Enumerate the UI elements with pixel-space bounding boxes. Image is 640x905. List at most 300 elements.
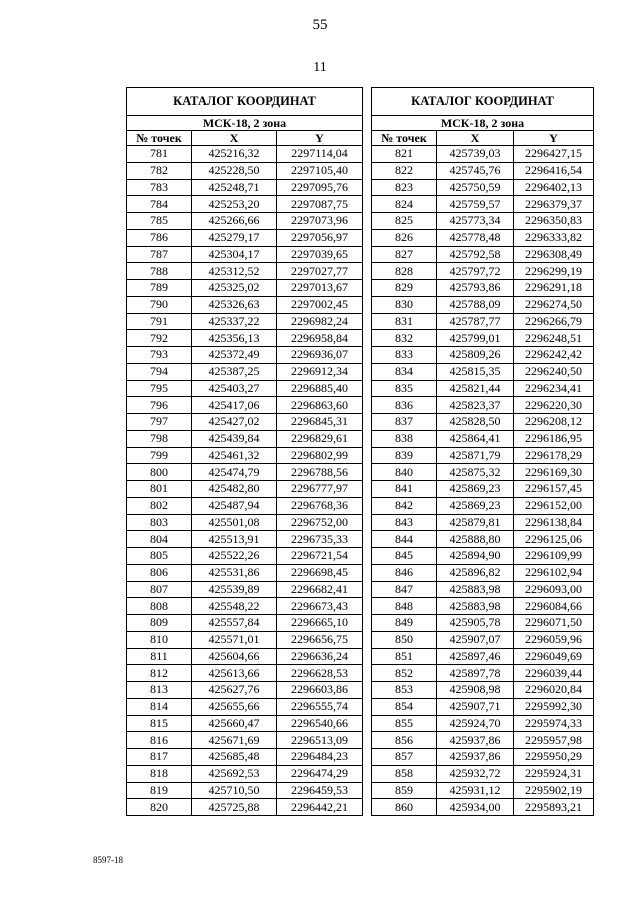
- x-coordinate-cell: 425871,79: [437, 447, 514, 464]
- y-coordinate-cell: 2296802,99: [277, 447, 363, 464]
- y-coordinate-cell: 2296109,99: [514, 548, 594, 565]
- page-number: 55: [312, 17, 328, 33]
- point-number-cell: 832: [372, 330, 437, 347]
- table-row: [372, 447, 594, 464]
- point-number-cell: 851: [372, 648, 437, 665]
- table-row: [127, 146, 363, 163]
- table-row: [127, 162, 363, 179]
- point-number-cell: 838: [372, 430, 437, 447]
- point-number-cell: 789: [127, 280, 192, 297]
- table-row: [372, 464, 594, 481]
- x-coordinate-cell: 425864,41: [437, 430, 514, 447]
- table-row: [127, 196, 363, 213]
- x-coordinate-cell: 425439,84: [192, 430, 277, 447]
- y-coordinate-cell: 2296673,43: [277, 598, 363, 615]
- point-number-cell: 829: [372, 280, 437, 297]
- table-row: [127, 698, 363, 715]
- y-coordinate-cell: 2296350,83: [514, 213, 594, 230]
- column-header-point-number: № точек: [127, 131, 192, 146]
- coordinate-catalog-table-left: [126, 87, 363, 816]
- point-number-cell: 849: [372, 615, 437, 632]
- table-row: [372, 715, 594, 732]
- x-coordinate-cell: 425888,80: [437, 531, 514, 548]
- point-number-cell: 850: [372, 631, 437, 648]
- y-coordinate-cell: 2296665,10: [277, 615, 363, 632]
- table-row: [372, 648, 594, 665]
- table-row: [372, 481, 594, 498]
- point-number-cell: 787: [127, 246, 192, 263]
- x-coordinate-cell: 425501,08: [192, 514, 277, 531]
- table-row: [372, 782, 594, 799]
- x-coordinate-cell: 425739,03: [437, 146, 514, 163]
- y-coordinate-cell: 2296936,07: [277, 347, 363, 364]
- y-coordinate-cell: 2297002,45: [277, 296, 363, 313]
- point-number-cell: 813: [127, 682, 192, 699]
- x-coordinate-cell: 425931,12: [437, 782, 514, 799]
- table-row: [127, 715, 363, 732]
- table-row: [372, 564, 594, 581]
- y-coordinate-cell: 2296299,19: [514, 263, 594, 280]
- y-coordinate-cell: 2296768,36: [277, 497, 363, 514]
- y-coordinate-cell: 2296178,29: [514, 447, 594, 464]
- x-coordinate-cell: 425828,50: [437, 414, 514, 431]
- point-number-cell: 820: [127, 799, 192, 816]
- table-row: [127, 397, 363, 414]
- y-coordinate-cell: 2296636,24: [277, 648, 363, 665]
- y-coordinate-cell: 2296084,66: [514, 598, 594, 615]
- point-number-cell: 854: [372, 698, 437, 715]
- y-coordinate-cell: 2296484,23: [277, 749, 363, 766]
- point-number-cell: 791: [127, 313, 192, 330]
- table-row: [372, 414, 594, 431]
- y-coordinate-cell: 2296958,84: [277, 330, 363, 347]
- point-number-cell: 782: [127, 162, 192, 179]
- point-number-cell: 844: [372, 531, 437, 548]
- table-row: [127, 347, 363, 364]
- point-number-cell: 784: [127, 196, 192, 213]
- y-coordinate-cell: 2296138,84: [514, 514, 594, 531]
- table-row: [127, 782, 363, 799]
- x-coordinate-cell: 425894,90: [437, 548, 514, 565]
- point-number-cell: 853: [372, 682, 437, 699]
- table-row: [372, 313, 594, 330]
- y-coordinate-cell: 2295924,31: [514, 765, 594, 782]
- point-number-cell: 794: [127, 363, 192, 380]
- point-number-cell: 818: [127, 765, 192, 782]
- table-row: [127, 380, 363, 397]
- y-coordinate-cell: 2296459,53: [277, 782, 363, 799]
- coordinate-catalog-table-right: [371, 87, 594, 816]
- x-coordinate-cell: 425671,69: [192, 732, 277, 749]
- point-number-cell: 810: [127, 631, 192, 648]
- table-row: [127, 514, 363, 531]
- point-number-cell: 825: [372, 213, 437, 230]
- y-coordinate-cell: 2296248,51: [514, 330, 594, 347]
- point-number-cell: 800: [127, 464, 192, 481]
- y-coordinate-cell: 2296125,06: [514, 531, 594, 548]
- x-coordinate-cell: 425809,26: [437, 347, 514, 364]
- x-coordinate-cell: 425655,66: [192, 698, 277, 715]
- point-number-cell: 847: [372, 581, 437, 598]
- point-number-cell: 835: [372, 380, 437, 397]
- table-row: [127, 464, 363, 481]
- y-coordinate-cell: 2296735,33: [277, 531, 363, 548]
- x-coordinate-cell: 425745,76: [437, 162, 514, 179]
- y-coordinate-cell: 2295992,30: [514, 698, 594, 715]
- x-coordinate-cell: 425604,66: [192, 648, 277, 665]
- x-coordinate-cell: 425934,00: [437, 799, 514, 816]
- table-row: [372, 581, 594, 598]
- column-header-y: Y: [514, 131, 594, 146]
- y-coordinate-cell: 2296093,00: [514, 581, 594, 598]
- table-row: [372, 698, 594, 715]
- table-row: [127, 631, 363, 648]
- table-row: [372, 665, 594, 682]
- x-coordinate-cell: 425937,86: [437, 732, 514, 749]
- table-row: [372, 765, 594, 782]
- x-coordinate-cell: 425799,01: [437, 330, 514, 347]
- y-coordinate-cell: 2296039,44: [514, 665, 594, 682]
- point-number-cell: 839: [372, 447, 437, 464]
- point-number-cell: 816: [127, 732, 192, 749]
- y-coordinate-cell: 2296752,00: [277, 514, 363, 531]
- point-number-cell: 841: [372, 481, 437, 498]
- point-number-cell: 792: [127, 330, 192, 347]
- table-row: [127, 330, 363, 347]
- x-coordinate-cell: 425522,26: [192, 548, 277, 565]
- x-coordinate-cell: 425312,52: [192, 263, 277, 280]
- x-coordinate-cell: 425905,78: [437, 615, 514, 632]
- y-coordinate-cell: 2296208,12: [514, 414, 594, 431]
- y-coordinate-cell: 2296829,61: [277, 430, 363, 447]
- point-number-cell: 843: [372, 514, 437, 531]
- x-coordinate-cell: 425875,32: [437, 464, 514, 481]
- point-number-cell: 828: [372, 263, 437, 280]
- y-coordinate-cell: 2296656,75: [277, 631, 363, 648]
- table-row: [127, 447, 363, 464]
- table-row: [127, 280, 363, 297]
- table-row: [372, 229, 594, 246]
- point-number-cell: 824: [372, 196, 437, 213]
- table-row: [372, 615, 594, 632]
- table-row: [372, 196, 594, 213]
- y-coordinate-cell: 2297114,04: [277, 146, 363, 163]
- point-number-cell: 822: [372, 162, 437, 179]
- point-number-cell: 809: [127, 615, 192, 632]
- x-coordinate-cell: 425253,20: [192, 196, 277, 213]
- x-coordinate-cell: 425266,66: [192, 213, 277, 230]
- table-row: [127, 296, 363, 313]
- y-coordinate-cell: 2296071,50: [514, 615, 594, 632]
- y-coordinate-cell: 2296721,54: [277, 548, 363, 565]
- x-coordinate-cell: 425337,22: [192, 313, 277, 330]
- x-coordinate-cell: 425692,53: [192, 765, 277, 782]
- point-number-cell: 817: [127, 749, 192, 766]
- x-coordinate-cell: 425531,86: [192, 564, 277, 581]
- table-row: [372, 682, 594, 699]
- point-number-cell: 802: [127, 497, 192, 514]
- point-number-cell: 812: [127, 665, 192, 682]
- sub-page-number: 11: [313, 60, 327, 75]
- y-coordinate-cell: 2296157,45: [514, 481, 594, 498]
- table-row: [372, 263, 594, 280]
- x-coordinate-cell: 425513,91: [192, 531, 277, 548]
- point-number-cell: 801: [127, 481, 192, 498]
- point-number-cell: 842: [372, 497, 437, 514]
- y-coordinate-cell: 2296982,24: [277, 313, 363, 330]
- y-coordinate-cell: 2296266,79: [514, 313, 594, 330]
- x-coordinate-cell: 425356,13: [192, 330, 277, 347]
- x-coordinate-cell: 425710,50: [192, 782, 277, 799]
- point-number-cell: 808: [127, 598, 192, 615]
- x-coordinate-cell: 425228,50: [192, 162, 277, 179]
- table-row: [127, 749, 363, 766]
- x-coordinate-cell: 425539,89: [192, 581, 277, 598]
- x-coordinate-cell: 425797,72: [437, 263, 514, 280]
- point-number-cell: 845: [372, 548, 437, 565]
- x-coordinate-cell: 425759,57: [437, 196, 514, 213]
- x-coordinate-cell: 425403,27: [192, 380, 277, 397]
- x-coordinate-cell: 425627,76: [192, 682, 277, 699]
- table-row: [372, 430, 594, 447]
- y-coordinate-cell: 2296863,60: [277, 397, 363, 414]
- y-coordinate-cell: 2295893,21: [514, 799, 594, 816]
- x-coordinate-cell: 425869,23: [437, 481, 514, 498]
- table-row: [372, 146, 594, 163]
- table-row: [127, 179, 363, 196]
- table-row: [372, 280, 594, 297]
- y-coordinate-cell: 2295902,19: [514, 782, 594, 799]
- table-row: [372, 631, 594, 648]
- table-row: [127, 564, 363, 581]
- x-coordinate-cell: 425883,98: [437, 598, 514, 615]
- y-coordinate-cell: 2297056,97: [277, 229, 363, 246]
- point-number-cell: 803: [127, 514, 192, 531]
- column-header-point-number: № точек: [372, 131, 437, 146]
- table-row: [127, 682, 363, 699]
- x-coordinate-cell: 425869,23: [437, 497, 514, 514]
- point-number-cell: 781: [127, 146, 192, 163]
- x-coordinate-cell: 425613,66: [192, 665, 277, 682]
- point-number-cell: 807: [127, 581, 192, 598]
- x-coordinate-cell: 425788,09: [437, 296, 514, 313]
- x-coordinate-cell: 425896,82: [437, 564, 514, 581]
- point-number-cell: 830: [372, 296, 437, 313]
- point-number-cell: 805: [127, 548, 192, 565]
- point-number-cell: 852: [372, 665, 437, 682]
- y-coordinate-cell: 2296102,94: [514, 564, 594, 581]
- y-coordinate-cell: 2296845,31: [277, 414, 363, 431]
- y-coordinate-cell: 2296169,30: [514, 464, 594, 481]
- table-row: [372, 363, 594, 380]
- y-coordinate-cell: 2296777,97: [277, 481, 363, 498]
- y-coordinate-cell: 2296220,30: [514, 397, 594, 414]
- y-coordinate-cell: 2296628,53: [277, 665, 363, 682]
- table-row: [372, 347, 594, 364]
- point-number-cell: 855: [372, 715, 437, 732]
- point-number-cell: 859: [372, 782, 437, 799]
- y-coordinate-cell: 2296020,84: [514, 682, 594, 699]
- table-row: [127, 732, 363, 749]
- y-coordinate-cell: 2296240,50: [514, 363, 594, 380]
- table-row: [372, 799, 594, 816]
- table-row: [127, 497, 363, 514]
- y-coordinate-cell: 2297039,65: [277, 246, 363, 263]
- x-coordinate-cell: 425879,81: [437, 514, 514, 531]
- y-coordinate-cell: 2296603,86: [277, 682, 363, 699]
- x-coordinate-cell: 425427,02: [192, 414, 277, 431]
- y-coordinate-cell: 2296402,13: [514, 179, 594, 196]
- y-coordinate-cell: 2296540,66: [277, 715, 363, 732]
- table-title: КАТАЛОГ КООРДИНАТ: [127, 88, 363, 116]
- table-row: [127, 213, 363, 230]
- table-row: [127, 263, 363, 280]
- x-coordinate-cell: 425787,77: [437, 313, 514, 330]
- point-number-cell: 857: [372, 749, 437, 766]
- x-coordinate-cell: 425897,46: [437, 648, 514, 665]
- x-coordinate-cell: 425474,79: [192, 464, 277, 481]
- y-coordinate-cell: 2297087,75: [277, 196, 363, 213]
- point-number-cell: 833: [372, 347, 437, 364]
- y-coordinate-cell: 2295974,33: [514, 715, 594, 732]
- x-coordinate-cell: 425372,49: [192, 347, 277, 364]
- y-coordinate-cell: 2297073,96: [277, 213, 363, 230]
- x-coordinate-cell: 425907,07: [437, 631, 514, 648]
- point-number-cell: 799: [127, 447, 192, 464]
- table-row: [127, 531, 363, 548]
- x-coordinate-cell: 425815,35: [437, 363, 514, 380]
- y-coordinate-cell: 2296274,50: [514, 296, 594, 313]
- point-number-cell: 819: [127, 782, 192, 799]
- y-coordinate-cell: 2297013,67: [277, 280, 363, 297]
- x-coordinate-cell: 425725,88: [192, 799, 277, 816]
- x-coordinate-cell: 425417,06: [192, 397, 277, 414]
- point-number-cell: 806: [127, 564, 192, 581]
- table-row: [372, 598, 594, 615]
- point-number-cell: 783: [127, 179, 192, 196]
- column-header-x: X: [437, 131, 514, 146]
- y-coordinate-cell: 2296242,42: [514, 347, 594, 364]
- x-coordinate-cell: 425461,32: [192, 447, 277, 464]
- table-row: [372, 749, 594, 766]
- x-coordinate-cell: 425750,59: [437, 179, 514, 196]
- x-coordinate-cell: 425216,32: [192, 146, 277, 163]
- table-row: [127, 481, 363, 498]
- y-coordinate-cell: 2296912,34: [277, 363, 363, 380]
- point-number-cell: 840: [372, 464, 437, 481]
- point-number-cell: 814: [127, 698, 192, 715]
- table-row: [127, 765, 363, 782]
- point-number-cell: 834: [372, 363, 437, 380]
- table-row: [127, 548, 363, 565]
- y-coordinate-cell: 2296059,96: [514, 631, 594, 648]
- x-coordinate-cell: 425924,70: [437, 715, 514, 732]
- point-number-cell: 796: [127, 397, 192, 414]
- table-row: [372, 514, 594, 531]
- point-number-cell: 793: [127, 347, 192, 364]
- y-coordinate-cell: 2297027,77: [277, 263, 363, 280]
- x-coordinate-cell: 425792,58: [437, 246, 514, 263]
- point-number-cell: 831: [372, 313, 437, 330]
- table-row: [372, 162, 594, 179]
- x-coordinate-cell: 425571,01: [192, 631, 277, 648]
- x-coordinate-cell: 425883,98: [437, 581, 514, 598]
- table-row: [127, 615, 363, 632]
- x-coordinate-cell: 425821,44: [437, 380, 514, 397]
- table-row: [127, 665, 363, 682]
- y-coordinate-cell: 2296291,18: [514, 280, 594, 297]
- coordinate-system-label: МСК-18, 2 зона: [372, 116, 594, 131]
- x-coordinate-cell: 425304,17: [192, 246, 277, 263]
- x-coordinate-cell: 425548,22: [192, 598, 277, 615]
- y-coordinate-cell: 2296049,69: [514, 648, 594, 665]
- y-coordinate-cell: 2296186,95: [514, 430, 594, 447]
- y-coordinate-cell: 2296152,00: [514, 497, 594, 514]
- point-number-cell: 846: [372, 564, 437, 581]
- y-coordinate-cell: 2296885,40: [277, 380, 363, 397]
- table-row: [372, 296, 594, 313]
- table-row: [127, 648, 363, 665]
- x-coordinate-cell: 425778,48: [437, 229, 514, 246]
- table-row: [372, 548, 594, 565]
- y-coordinate-cell: 2296427,15: [514, 146, 594, 163]
- table-row: [127, 799, 363, 816]
- y-coordinate-cell: 2296333,82: [514, 229, 594, 246]
- table-row: [372, 380, 594, 397]
- point-number-cell: 786: [127, 229, 192, 246]
- table-row: [127, 229, 363, 246]
- table-row: [127, 313, 363, 330]
- x-coordinate-cell: 425387,25: [192, 363, 277, 380]
- x-coordinate-cell: 425660,47: [192, 715, 277, 732]
- point-number-cell: 785: [127, 213, 192, 230]
- x-coordinate-cell: 425279,17: [192, 229, 277, 246]
- y-coordinate-cell: 2297105,40: [277, 162, 363, 179]
- x-coordinate-cell: 425897,78: [437, 665, 514, 682]
- table-row: [372, 497, 594, 514]
- table-row: [127, 430, 363, 447]
- x-coordinate-cell: 425685,48: [192, 749, 277, 766]
- x-coordinate-cell: 425248,71: [192, 179, 277, 196]
- x-coordinate-cell: 425482,80: [192, 481, 277, 498]
- table-row: [127, 414, 363, 431]
- y-coordinate-cell: 2296442,21: [277, 799, 363, 816]
- y-coordinate-cell: 2296474,29: [277, 765, 363, 782]
- x-coordinate-cell: 425773,34: [437, 213, 514, 230]
- y-coordinate-cell: 2296234,41: [514, 380, 594, 397]
- x-coordinate-cell: 425793,86: [437, 280, 514, 297]
- x-coordinate-cell: 425823,37: [437, 397, 514, 414]
- table-row: [372, 397, 594, 414]
- point-number-cell: 821: [372, 146, 437, 163]
- point-number-cell: 797: [127, 414, 192, 431]
- x-coordinate-cell: 425487,94: [192, 497, 277, 514]
- x-coordinate-cell: 425325,02: [192, 280, 277, 297]
- point-number-cell: 798: [127, 430, 192, 447]
- point-number-cell: 860: [372, 799, 437, 816]
- point-number-cell: 788: [127, 263, 192, 280]
- x-coordinate-cell: 425326,63: [192, 296, 277, 313]
- point-number-cell: 795: [127, 380, 192, 397]
- coordinate-system-label: МСК-18, 2 зона: [127, 116, 363, 131]
- point-number-cell: 848: [372, 598, 437, 615]
- x-coordinate-cell: 425932,72: [437, 765, 514, 782]
- x-coordinate-cell: 425557,84: [192, 615, 277, 632]
- table-row: [372, 213, 594, 230]
- point-number-cell: 790: [127, 296, 192, 313]
- y-coordinate-cell: 2297095,76: [277, 179, 363, 196]
- point-number-cell: 837: [372, 414, 437, 431]
